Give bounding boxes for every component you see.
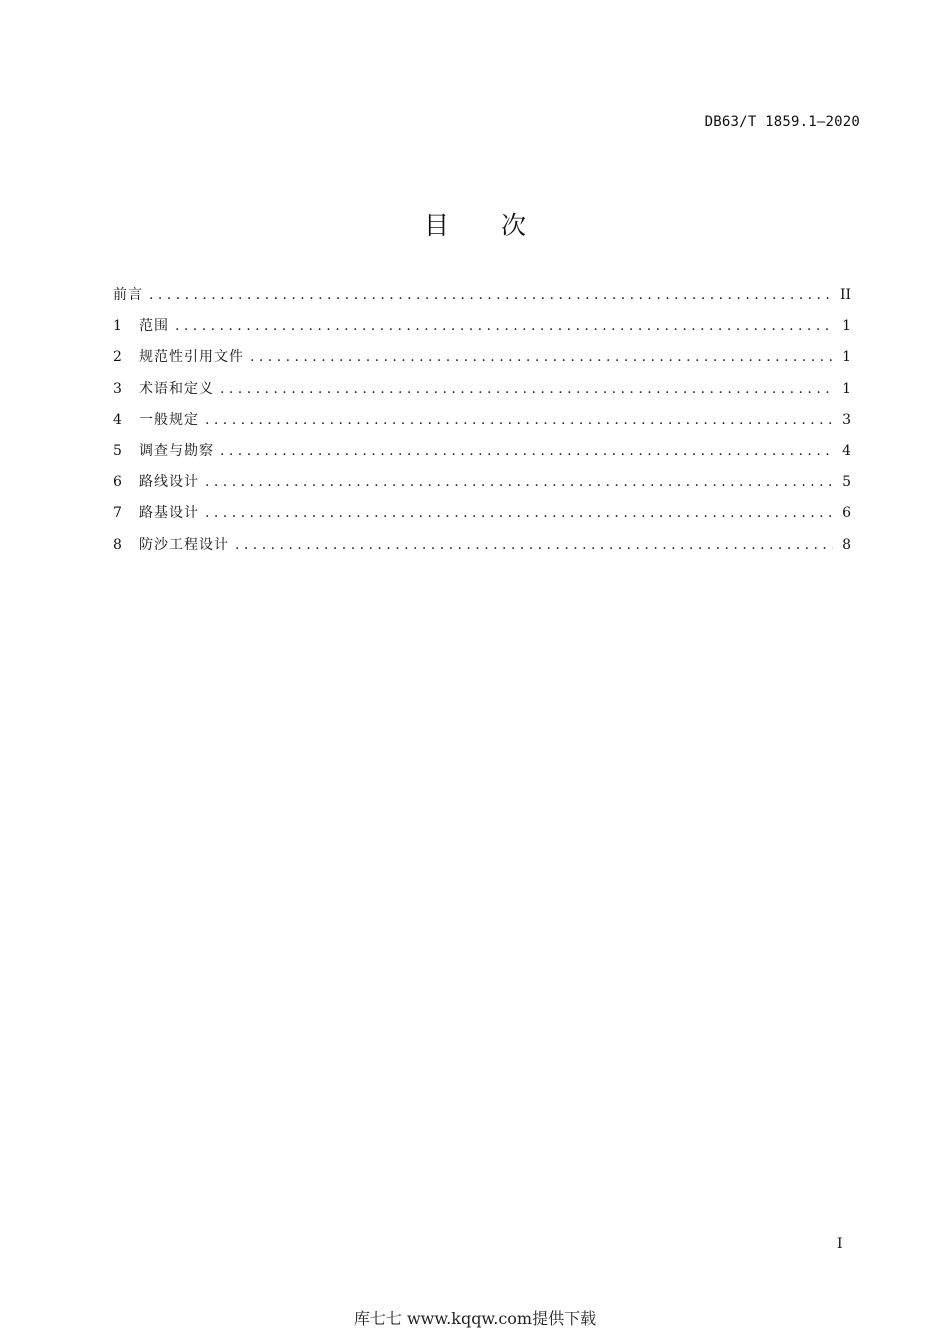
toc-leader-dots [175,318,833,334]
toc-leader-dots [205,412,833,428]
toc-entry-page: 4 [842,442,851,459]
toc-entry-label: 范围 [139,318,169,335]
toc-entry-foreword[interactable] [113,284,851,315]
toc-entry-number: 2 [113,349,122,366]
download-watermark: 库七七 www.kqqw.com提供下载 [353,1309,597,1328]
toc-entry-general-provisions[interactable] [113,409,851,440]
toc-entry-number: 6 [113,474,122,491]
toc-entry-page: 1 [842,349,851,366]
toc-entry-page: 8 [842,536,851,553]
toc-entry-number: 5 [113,442,122,459]
toc-entry-number: 7 [113,505,122,522]
toc-entry-number: 8 [113,536,122,553]
toc-entry-label: 调查与勘察 [139,442,214,459]
toc-entry-investigation-survey[interactable] [113,440,851,471]
toc-entry-label: 防沙工程设计 [139,536,229,553]
toc-leader-dots [235,537,833,553]
toc-entry-route-design[interactable] [113,471,851,502]
toc-entry-subgrade-design[interactable] [113,502,851,533]
toc-title: 目次 [423,211,578,240]
toc-entry-label: 术语和定义 [139,380,214,397]
toc-entry-number: 1 [113,318,122,335]
toc-entry-label: 路线设计 [139,474,199,491]
toc-entry-page: 1 [842,318,851,335]
toc-leader-dots [220,381,833,397]
toc-leader-dots [205,474,833,490]
toc-entry-normative-references[interactable] [113,346,851,377]
toc-entry-page: 1 [842,380,851,397]
document-code: DB63/T 1859.1—2020 [704,114,860,130]
toc-entry-label: 一般规定 [139,411,199,428]
toc-leader-dots [205,505,833,521]
toc-entry-label: 路基设计 [139,505,199,522]
toc-entry-label: 前言 [113,287,143,303]
toc-entry-sand-control-design[interactable] [113,534,851,565]
toc-entry-number: 4 [113,411,122,428]
page-number: I [837,1236,843,1252]
toc-entry-number: 3 [113,380,122,397]
toc-entry-page: 3 [842,411,851,428]
toc-entry-label: 规范性引用文件 [139,349,244,366]
toc-leader-dots [220,443,833,459]
toc-entry-page: 6 [842,505,851,522]
toc-entry-terms-definitions[interactable] [113,378,851,409]
toc-entry-scope[interactable] [113,315,851,346]
toc-entry-page: 5 [842,474,851,491]
toc-entry-page: II [839,287,851,303]
table-of-contents [113,284,851,565]
toc-leader-dots [149,287,833,303]
toc-leader-dots [250,349,833,365]
